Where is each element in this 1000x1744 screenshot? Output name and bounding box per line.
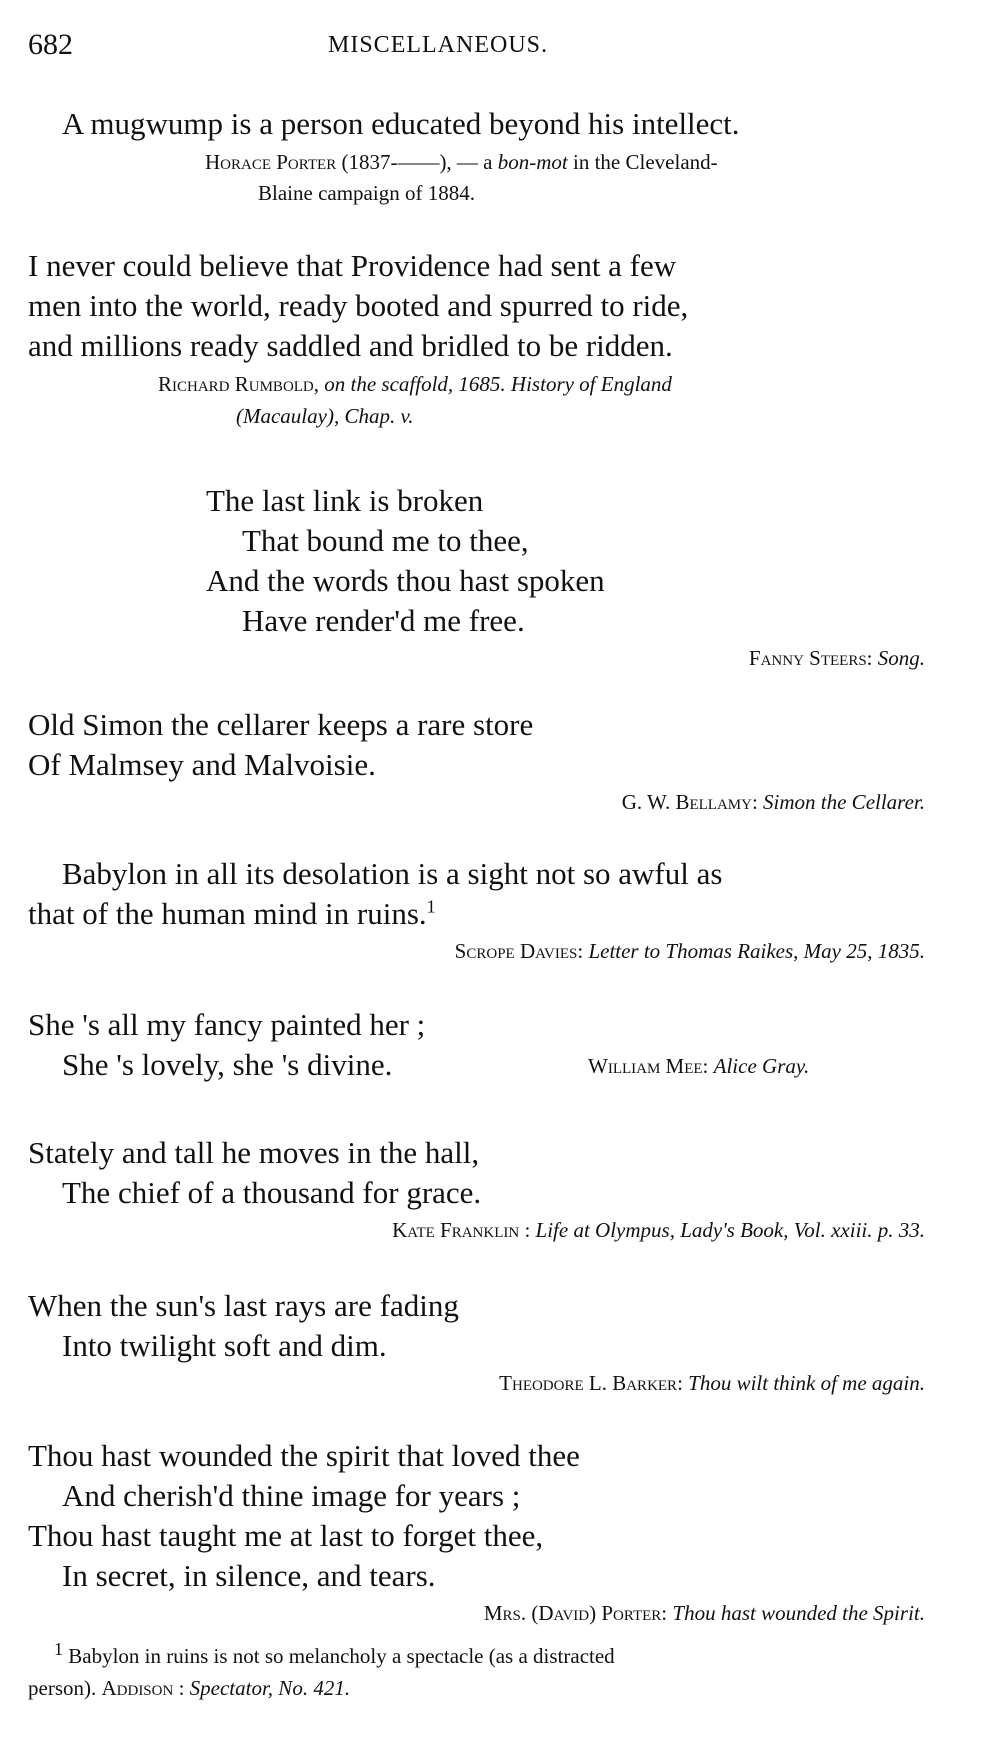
verse-line: And cherish'd thine image for years ; [62, 1478, 521, 1513]
quote-line: Babylon in all its desolation is a sight not so awful as [62, 856, 723, 891]
attribution [749, 644, 925, 672]
running-title: MISCELLANEOUS. [328, 32, 549, 58]
verse-line: That bound me to thee, [242, 523, 529, 558]
footnote-text: person). [28, 1676, 97, 1700]
attribution-tail: in the Cleveland- [567, 150, 718, 174]
verse-line: She 's lovely, she 's divine. [62, 1047, 393, 1082]
attribution-author: Mrs. (David) Porter: [483, 1601, 668, 1625]
attribution-work: Letter to Thomas Raikes, May 25, 1835. [588, 939, 925, 963]
page-number: 682 [28, 28, 73, 61]
footnote-text: Babylon in ruins is not so melancholy a spectacle (as a distracted [68, 1644, 615, 1668]
attribution-author: Richard Rumbold, [158, 372, 320, 396]
attribution [484, 1599, 925, 1627]
verse-line: Have render'd me free. [242, 603, 525, 638]
attribution [455, 937, 925, 965]
quote-line: A mugwump is a person educated beyond his intellect. [62, 106, 740, 141]
footnote-ref: 1 [426, 896, 436, 917]
attribution [622, 788, 925, 816]
verse-line: The chief of a thousand for grace. [62, 1175, 482, 1210]
quote-line [28, 894, 436, 934]
attribution-author: Kate Franklin : [392, 1218, 531, 1242]
quote-line-text: that of the human mind in ruins. [28, 896, 427, 931]
attribution-continued: (Macaulay), Chap. v. [236, 404, 414, 428]
attribution-dates: (1837-——), — a [336, 150, 498, 174]
quote-line: I never could believe that Providence had sent a few [28, 248, 677, 283]
attribution-italic: bon-mot [497, 150, 568, 174]
attribution-work: Song. [877, 646, 925, 670]
verse-line: Old Simon the cellarer keeps a rare store [28, 707, 534, 742]
attribution-work: Alice Gray. [713, 1054, 810, 1078]
footnote-line [28, 1673, 350, 1703]
verse-line: When the sun's last rays are fading [28, 1288, 459, 1323]
footnote-author: Addison : [101, 1676, 185, 1700]
quote-line: men into the world, ready booted and spurred to ride, [28, 288, 689, 323]
attribution-continued: Blaine campaign of 1884. [258, 181, 475, 205]
verse-line: The last link is broken [206, 483, 484, 518]
attribution-work: Life at Olympus, Lady's Book, Vol. xxiii. p. 33. [535, 1218, 925, 1242]
verse-line: Of Malmsey and Malvoisie. [28, 747, 376, 782]
attribution-author: Fanny Steers: [748, 646, 873, 670]
footnote-marker: 1 [54, 1639, 63, 1659]
verse-line: And the words thou hast spoken [206, 563, 605, 598]
verse-line: In secret, in silence, and tears. [62, 1558, 436, 1593]
quote-line: and millions ready saddled and bridled to be ridden. [28, 328, 673, 363]
attribution [499, 1369, 925, 1397]
attribution [205, 148, 718, 176]
attribution-work: Thou wilt think of me again. [688, 1371, 925, 1395]
attribution-author: Theodore L. Barker: [499, 1371, 683, 1395]
verse-line: Into twilight soft and dim. [62, 1328, 387, 1363]
attribution [588, 1052, 809, 1080]
attribution-work: Simon the Cellarer. [763, 790, 925, 814]
running-head [28, 28, 928, 68]
attribution-author: Horace Porter [205, 150, 337, 174]
verse-line: Stately and tall he moves in the hall, [28, 1135, 480, 1170]
attribution-author: Scrope Davies: [454, 939, 584, 963]
footnote-work: Spectator, No. 421. [189, 1676, 351, 1700]
attribution-work: on the scaffold, 1685. History of England [324, 372, 672, 396]
attribution [158, 370, 672, 398]
attribution [392, 1216, 925, 1244]
attribution-work: Thou hast wounded the Spirit. [672, 1601, 925, 1625]
verse-line: She 's all my fancy painted her ; [28, 1007, 426, 1042]
verse-line: Thou hast wounded the spirit that loved thee [28, 1438, 580, 1473]
attribution-author: G. W. Bellamy: [621, 790, 758, 814]
verse-line: Thou hast taught me at last to forget thee, [28, 1518, 544, 1553]
attribution-author: William Mee: [588, 1054, 709, 1078]
footnote-line [54, 1641, 615, 1671]
